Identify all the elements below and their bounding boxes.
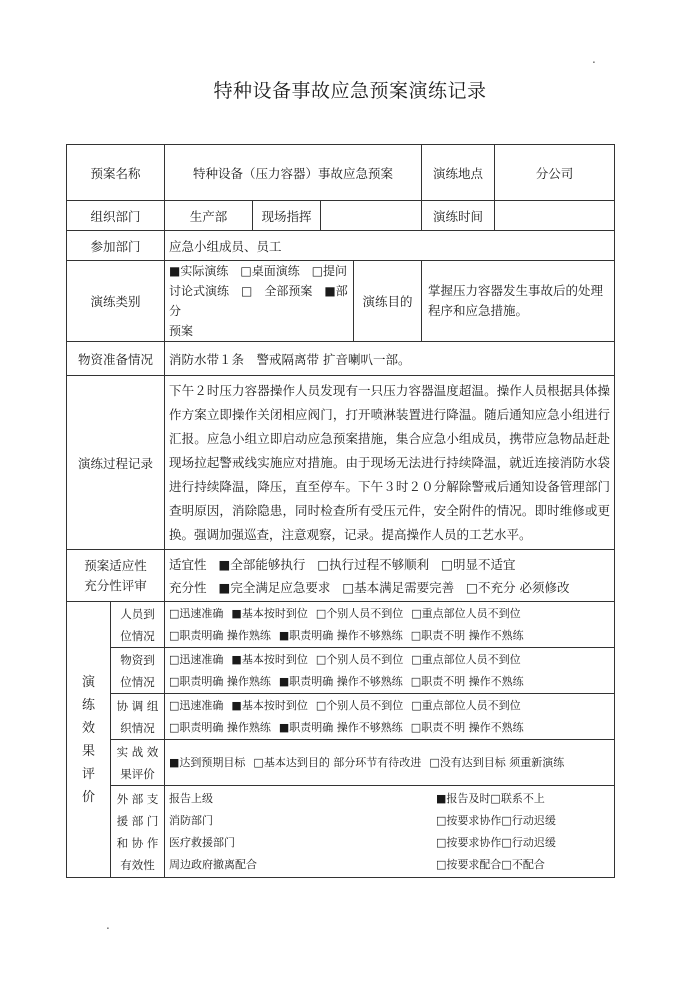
material-arrival-label — [111, 648, 165, 694]
support-result: □按要求协作□行动迟缓 — [436, 835, 556, 849]
suitability-option: ■全部能够执行 — [218, 556, 306, 572]
plan-name-label: 预案名称 — [67, 145, 165, 201]
external-support-label-line: 有效性 — [120, 857, 155, 872]
support-result: ■报告及时□联系不上 — [436, 791, 545, 805]
org-value: 生产部 — [165, 201, 253, 231]
option: □职责不明 操作不熟练 — [410, 720, 524, 734]
materials-label: 物资准备情况 — [67, 342, 165, 376]
suitability-review-options — [165, 550, 615, 602]
page-title: 特种设备事故应急预案演练记录 — [213, 80, 487, 102]
option: □迅速准确 — [169, 698, 224, 712]
coordination-label-line: 协 调 组 — [116, 698, 159, 713]
material-arrival-options — [165, 648, 615, 694]
option: □没有达到目标 须重新演练 — [429, 755, 565, 769]
sufficiency-line — [169, 576, 610, 599]
combat-effect-options — [165, 740, 615, 786]
option: ■达到预期目标 — [169, 755, 246, 769]
suitability-label: 适宜性 — [169, 556, 207, 572]
process-record: 下午２时压力容器操作人员发现有一只压力容器温度超温。操作人员根据具体操作方案立即操作关闭相应阀门，打开喷淋装置进行降温。随后通知应急小组进行汇报。应急小组立即启动应急预案措施，集合应急小组成员，携带应急物品赶赴现场拉起警戒线实施应对措施。由于现场无法进行持续降温，就近连接消防水袋进行持续降温，降压，直至停车。下午３时２０分解除警戒后通知设备管理部门查明原因，消除隐患，同时检查所有受压元件，安全附件的情况。即时维修或更换。强调加强巡查，注意观察，记录。提高操作人员的工艺水平。 — [165, 376, 615, 550]
drill-type-options — [165, 261, 354, 342]
option: □个别人员不到位 — [315, 698, 404, 712]
evaluation-label-char: 价 — [81, 789, 95, 805]
plan-name-value: 特种设备（压力容器）事故应急预案 — [165, 145, 422, 201]
drill-record-form — [66, 144, 615, 878]
suitability-option: □明显不适宜 — [441, 556, 516, 572]
support-party: 医疗救援部门 — [169, 835, 236, 849]
suitability-review-label-line: 预案适应性 — [84, 557, 147, 573]
time-value — [495, 201, 615, 231]
support-result: □按要求配合□不配合 — [436, 857, 545, 871]
coordination-options — [165, 694, 615, 740]
sufficiency-option: □不充分 必须修改 — [466, 579, 570, 595]
external-support-row — [169, 788, 610, 810]
option: □重点部位人员不到位 — [411, 606, 521, 620]
suitability-review-label — [67, 550, 165, 602]
drill-purpose-line: 掌握压力容器发生事故后的处理 — [428, 283, 604, 298]
drill-purpose-label: 演练目的 — [354, 261, 422, 342]
option: ■基本按时到位 — [231, 698, 308, 712]
material-arrival-label-line: 物资到 — [120, 652, 155, 667]
option: □迅速准确 — [169, 652, 224, 666]
option: □重点部位人员不到位 — [411, 652, 521, 666]
support-party: 报告上级 — [169, 791, 214, 805]
option: ■职责明确 操作不够熟练 — [278, 628, 403, 642]
evaluation-label — [67, 602, 111, 878]
staff-arrival-options — [165, 602, 615, 648]
combat-effect-label-line: 实 战 效 — [116, 744, 159, 759]
support-party: 周边政府撤离配合 — [169, 857, 258, 871]
corner-dot: . — [106, 918, 110, 932]
drill-purpose-value — [422, 261, 615, 342]
support-party: 消防部门 — [169, 813, 214, 827]
process-label: 演练过程记录 — [67, 376, 165, 550]
commander-label: 现场指挥 — [253, 201, 321, 231]
staff-arrival-label — [111, 602, 165, 648]
drill-type-line: 预案 — [169, 324, 194, 338]
option: □职责明确 操作熟练 — [169, 720, 271, 734]
org-label: 组织部门 — [67, 201, 165, 231]
drill-type-line: ■实际演练 □桌面演练 □提问 — [169, 264, 348, 278]
suitability-option: □执行过程不够顺利 — [317, 556, 430, 572]
external-support-row — [169, 854, 610, 876]
sufficiency-label: 充分性 — [169, 579, 207, 595]
suitability-review-label-line: 充分性评审 — [84, 577, 147, 593]
sufficiency-option: ■完全满足应急要求 — [218, 579, 331, 595]
suitability-line — [169, 553, 610, 576]
location-value: 分公司 — [495, 145, 615, 201]
evaluation-label-char: 评 — [81, 766, 95, 782]
option: □基本达到目的 部分环节有待改进 — [253, 755, 422, 769]
evaluation-label-char: 演 — [81, 674, 95, 690]
evaluation-label-char: 效 — [81, 720, 95, 736]
external-support-label-line: 外 部 支 — [116, 791, 159, 806]
external-support-row — [169, 810, 610, 832]
combat-effect-label-line: 果评价 — [120, 766, 155, 781]
support-result: □按要求协作□行动迟缓 — [436, 813, 556, 827]
staff-arrival-label-line: 位情况 — [120, 628, 155, 643]
drill-type-line: 讨论式演练 □ 全部预案 ■部分 — [169, 284, 348, 318]
option: □个别人员不到位 — [315, 652, 404, 666]
external-support-row — [169, 832, 610, 854]
corner-dot: . — [592, 52, 596, 66]
external-support-label — [111, 786, 165, 878]
option: □重点部位人员不到位 — [411, 698, 521, 712]
option: □个别人员不到位 — [315, 606, 404, 620]
option: ■职责明确 操作不够熟练 — [278, 674, 403, 688]
option: □职责不明 操作不熟练 — [410, 674, 524, 688]
staff-arrival-label-line: 人员到 — [120, 606, 155, 621]
option: □职责明确 操作熟练 — [169, 628, 271, 642]
participants-label: 参加部门 — [67, 231, 165, 261]
option: ■职责明确 操作不够熟练 — [278, 720, 403, 734]
drill-type-label: 演练类别 — [67, 261, 165, 342]
materials-value: 消防水带１条 警戒隔离带 扩音喇叭一部。 — [165, 342, 615, 376]
external-support-options — [165, 786, 615, 878]
material-arrival-label-line: 位情况 — [120, 674, 155, 689]
external-support-label-line: 援 部 门 — [116, 813, 159, 828]
coordination-label-line: 织情况 — [120, 720, 155, 735]
option: ■基本按时到位 — [231, 606, 308, 620]
option: ■基本按时到位 — [231, 652, 308, 666]
combat-effect-label — [111, 740, 165, 786]
commander-value — [321, 201, 422, 231]
evaluation-label-char: 练 — [81, 697, 95, 713]
time-label: 演练时间 — [422, 201, 495, 231]
drill-purpose-line: 程序和应急措施。 — [428, 303, 529, 318]
location-label: 演练地点 — [422, 145, 495, 201]
external-support-label-line: 和 协 作 — [116, 835, 159, 850]
evaluation-label-char: 果 — [81, 743, 95, 759]
participants-value: 应急小组成员、员工 — [165, 231, 615, 261]
option: □职责不明 操作不熟练 — [410, 628, 524, 642]
option: □职责明确 操作熟练 — [169, 674, 271, 688]
sufficiency-option: □基本满足需要完善 — [342, 579, 455, 595]
option: □迅速准确 — [169, 606, 224, 620]
coordination-label — [111, 694, 165, 740]
